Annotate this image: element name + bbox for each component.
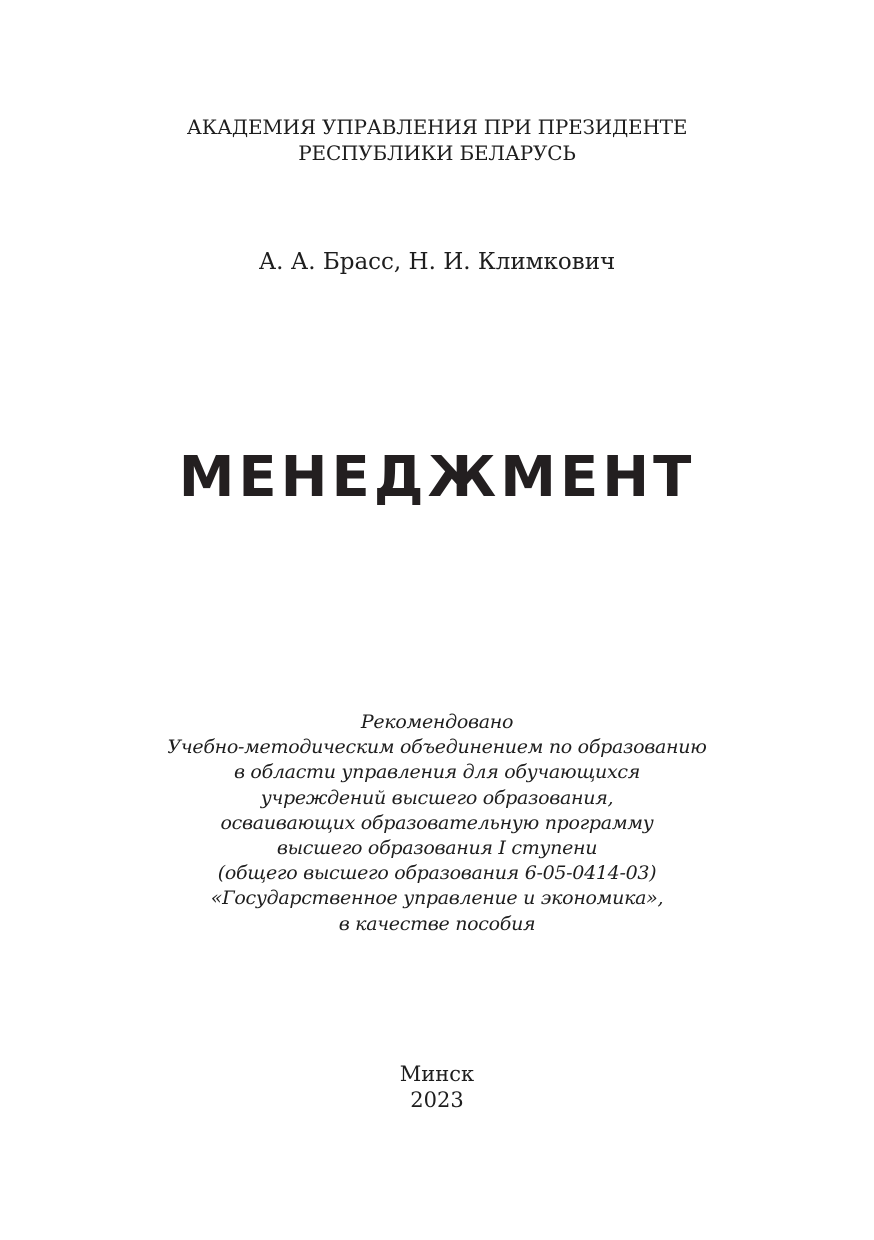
recommendation-line: (общего высшего образования 6-05-0414-03) xyxy=(217,862,657,885)
recommendation-line: высшего образования I ступени xyxy=(276,837,598,860)
recommendation-line: «Государственное управление и экономика», xyxy=(210,887,664,910)
book-title xyxy=(0,440,874,516)
authors xyxy=(0,248,874,276)
institution-line: АКАДЕМИЯ УПРАВЛЕНИЯ ПРИ ПРЕЗИДЕНТЕ xyxy=(186,115,688,139)
imprint xyxy=(0,1061,874,1113)
imprint-year: 2023 xyxy=(410,1088,464,1112)
recommendation-line: в области управления для обучающихся xyxy=(233,761,641,784)
recommendation-line: в качестве пособия xyxy=(338,912,536,935)
book-title-text: МЕНЕДЖМЕНТ xyxy=(178,445,696,510)
recommendation-line: Учебно-методическим объединением по образованию xyxy=(167,736,707,759)
authors-text: А. А. Брасс, Н. И. Климкович xyxy=(258,249,616,275)
imprint-city: Минск xyxy=(399,1062,475,1086)
institution-line: РЕСПУБЛИКИ БЕЛАРУСЬ xyxy=(298,141,576,165)
recommendation-line: Рекомендовано xyxy=(360,711,514,733)
recommendation-line: осваивающих образовательную программу xyxy=(220,811,654,834)
recommendation-note xyxy=(0,710,874,937)
recommendation-line: учреждений высшего образования, xyxy=(260,786,614,809)
institution-name xyxy=(0,114,874,166)
